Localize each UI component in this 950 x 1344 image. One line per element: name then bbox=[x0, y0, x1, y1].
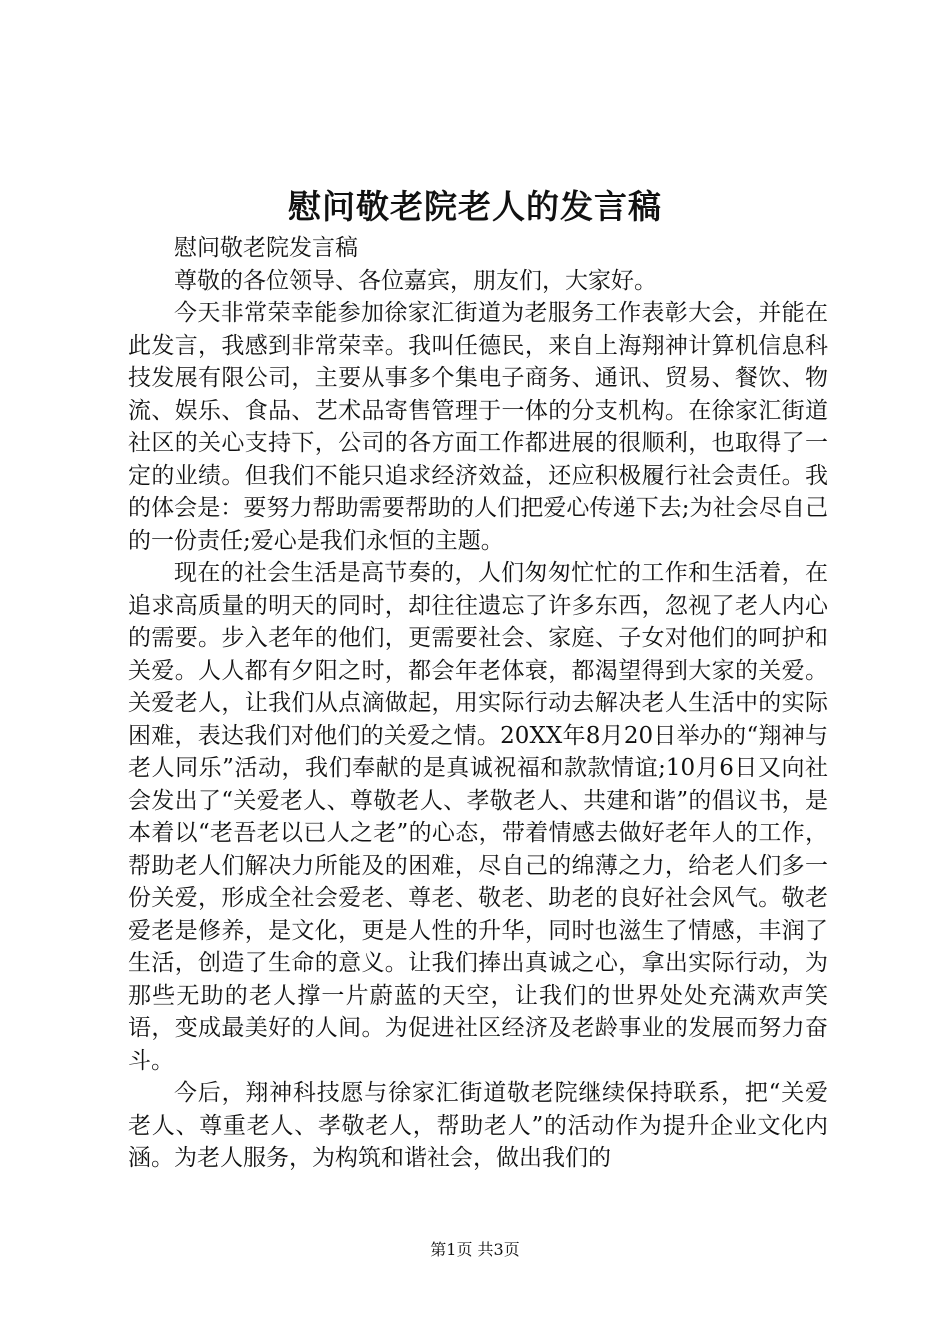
document-body bbox=[128, 232, 828, 1175]
paragraph-introduction: 今天非常荣幸能参加徐家汇街道为老服务工作表彰大会，并能在此发言，我感到非常荣幸。我叫任德民，来自上海翔神计算机信息科技发展有限公司，主要从事多个集电子商务、通讯、贸易、餐饮、物流、娱乐、食品、艺术品寄售管理于一体的分支机构。在徐家汇街道社区的关心支持下，公司的各方面工作都进展的很顺利，也取得了一定的业绩。但我们不能只追求经济效益，还应积极履行社会责任。我的体会是：要努力帮助需要帮助的人们把爱心传递下去;为社会尽自己的一份责任;爱心是我们永恒的主题。 bbox=[128, 300, 828, 554]
paragraph-future: 今后，翔神科技愿与徐家汇街道敬老院继续保持联系，把“关爱老人、尊重老人、孝敬老人，帮助老人”的活动作为提升企业文化内涵。为老人服务，为构筑和谐社会，做出我们的 bbox=[128, 1080, 828, 1171]
paragraph-subtitle: 慰问敬老院发言稿 bbox=[174, 235, 358, 261]
document-title: 慰问敬老院老人的发言稿 bbox=[288, 187, 662, 226]
page-number-footer: 第1页 共3页 bbox=[430, 1240, 520, 1259]
paragraph-elder-care: 现在的社会生活是高节奏的，人们匆匆忙忙的工作和生活着，在追求高质量的明天的同时，却往往遗忘了许多东西，忽视了老人内心的需要。步入老年的他们，更需要社会、家庭、子女对他们的呵护和关爱。人人都有夕阳之时，都会年老体衰，都渴望得到大家的关爱。关爱老人，让我们从点滴做起，用实际行动去解决老人生活中的实际困难，表达我们对他们的关爱之情。20XX年8月20日举办的“翔神与老人同乐”活动，我们奉献的是真诚祝福和款款情谊;10月6日又向社会发出了“关爱老人、尊敬老人、孝敬老人、共建和谐”的倡议书，是本着以“老吾老以已人之老”的心态，带着情感去做好老年人的工作，帮助老人们解决力所能及的困难，尽自己的绵薄之力，给老人们多一份关爱，形成全社会爱老、尊老、敬老、助老的良好社会风气。敬老爱老是修养，是文化，更是人性的升华，同时也滋生了情感，丰润了生活，创造了生命的意义。让我们捧出真诚之心，拿出实际行动，为那些无助的老人撑一片蔚蓝的天空，让我们的世界处处充满欢声笑语，变成最美好的人间。为促进社区经济及老龄事业的发展而努力奋斗。 bbox=[128, 560, 828, 1074]
paragraph-greeting: 尊敬的各位领导、各位嘉宾，朋友们，大家好。 bbox=[174, 267, 657, 294]
